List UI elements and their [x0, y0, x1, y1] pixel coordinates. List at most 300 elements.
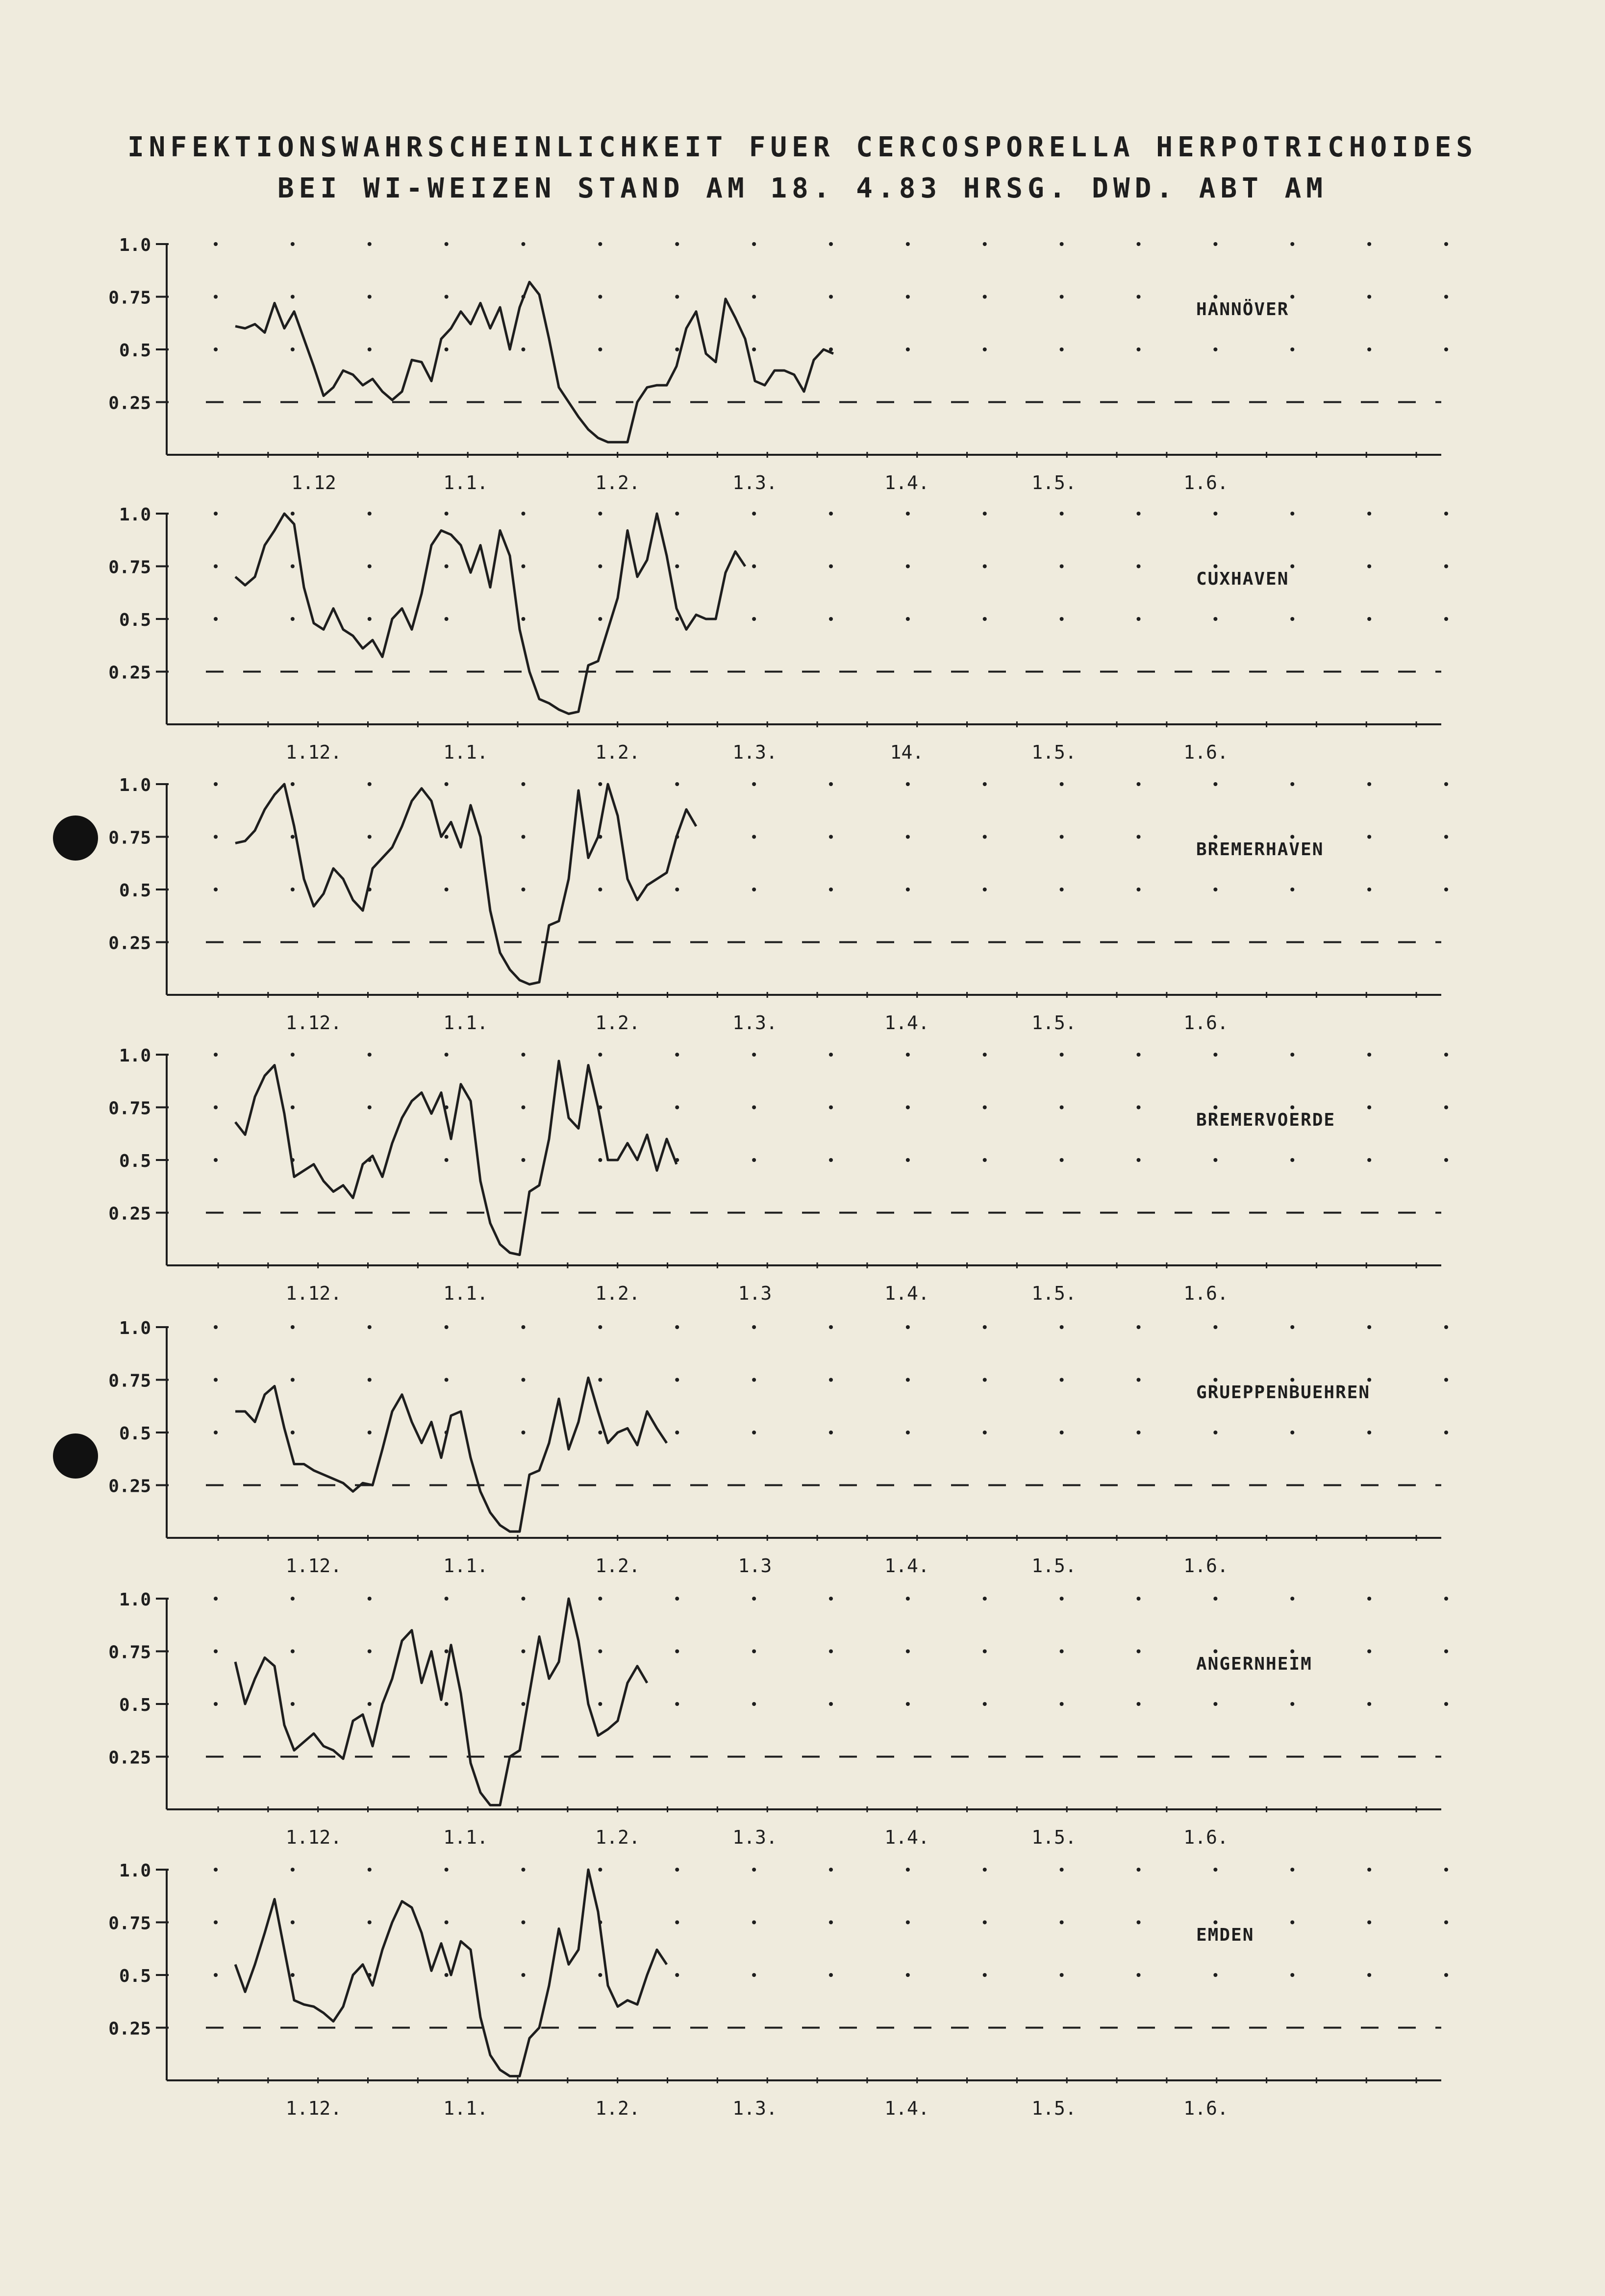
grid-dot: [829, 512, 833, 516]
x-tick-label: 1.4.: [884, 1555, 929, 1577]
grid-dot: [983, 782, 987, 786]
grid-dot: [598, 1158, 602, 1162]
grid-dot: [598, 617, 602, 621]
grid-dot: [1290, 565, 1294, 568]
series-line: [235, 1378, 667, 1531]
grid-dot: [1137, 295, 1141, 299]
grid-dot: [368, 1325, 372, 1329]
x-tick-label: 1.1.: [443, 1555, 488, 1577]
grid-dot: [1444, 565, 1448, 568]
grid-dot: [368, 347, 372, 351]
x-tick-label: 1.5.: [1031, 1827, 1077, 1848]
x-tick-label: 1.5.: [1031, 1012, 1077, 1034]
grid-dot: [906, 1597, 910, 1601]
grid-dot: [906, 512, 910, 516]
grid-dot: [291, 1868, 295, 1872]
grid-dot: [675, 242, 679, 246]
grid-dot: [1137, 1158, 1141, 1162]
x-tick-label: 1.2.: [595, 1827, 640, 1848]
grid-dot: [1213, 1053, 1217, 1057]
grid-dot: [291, 295, 295, 299]
grid-dot: [675, 782, 679, 786]
grid-dot: [906, 1325, 910, 1329]
grid-dot: [1367, 1431, 1371, 1434]
grid-dot: [1444, 1106, 1448, 1110]
x-tick-label: 1.1.: [443, 1283, 488, 1304]
grid-dot: [1367, 565, 1371, 568]
grid-dot: [214, 782, 218, 786]
grid-dot: [906, 295, 910, 299]
grid-dot: [522, 1325, 526, 1329]
x-tick-label: 1.6.: [1183, 2098, 1229, 2119]
grid-dot: [1213, 617, 1217, 621]
grid-dot: [368, 1597, 372, 1601]
grid-dot: [675, 1597, 679, 1601]
x-tick-label: 1.5.: [1031, 1555, 1077, 1577]
y-tick-label: 1.0: [119, 775, 151, 795]
grid-dot: [445, 565, 449, 568]
grid-dot: [906, 1431, 910, 1434]
grid-dot: [983, 242, 987, 246]
x-tick-label: 1.5.: [1031, 741, 1077, 763]
grid-dot: [983, 1431, 987, 1434]
grid-dot: [752, 1973, 756, 1977]
y-tick-label: 0.75: [108, 288, 151, 308]
grid-dot: [1367, 1702, 1371, 1706]
grid-dot: [675, 888, 679, 891]
grid-dot: [983, 1378, 987, 1382]
grid-dot: [1444, 242, 1448, 246]
grid-dot: [1060, 512, 1064, 516]
grid-dot: [1213, 347, 1217, 351]
station-label: HANNÖVER: [1196, 299, 1289, 320]
grid-dot: [1213, 835, 1217, 839]
grid-dot: [1444, 1378, 1448, 1382]
y-tick-label: 0.5: [119, 341, 151, 361]
grid-dot: [291, 835, 295, 839]
grid-dot: [1367, 782, 1371, 786]
series-line: [235, 282, 833, 442]
grid-dot: [1137, 1868, 1141, 1872]
grid-dot: [1290, 512, 1294, 516]
x-tick-label: 1.12.: [285, 1827, 342, 1848]
grid-dot: [1367, 1973, 1371, 1977]
grid-dot: [1444, 1053, 1448, 1057]
grid-dot: [1290, 1106, 1294, 1110]
series-line: [235, 514, 745, 714]
grid-dot: [906, 782, 910, 786]
grid-dot: [1060, 1868, 1064, 1872]
grid-dot: [368, 1378, 372, 1382]
station-label: CUXHAVEN: [1196, 569, 1289, 589]
grid-dot: [1060, 242, 1064, 246]
grid-dot: [675, 1702, 679, 1706]
grid-dot: [1290, 242, 1294, 246]
grid-dot: [291, 1650, 295, 1654]
station-label: GRUEPPENBUEHREN: [1196, 1383, 1371, 1403]
grid-dot: [214, 242, 218, 246]
y-tick-label: 0.25: [108, 1204, 151, 1224]
y-tick-label: 0.75: [108, 1642, 151, 1663]
grid-dot: [445, 1053, 449, 1057]
grid-dot: [445, 1868, 449, 1872]
grid-dot: [1444, 1431, 1448, 1434]
grid-dot: [522, 1868, 526, 1872]
grid-dot: [1060, 1973, 1064, 1977]
grid-dot: [1137, 512, 1141, 516]
grid-dot: [829, 242, 833, 246]
grid-dot: [522, 1973, 526, 1977]
grid-dot: [1290, 1325, 1294, 1329]
grid-dot: [368, 1053, 372, 1057]
grid-dot: [906, 617, 910, 621]
station-label: BREMERHAVEN: [1196, 839, 1324, 860]
grid-dot: [1213, 295, 1217, 299]
grid-dot: [1060, 1378, 1064, 1382]
grid-dot: [983, 888, 987, 891]
grid-dot: [752, 1868, 756, 1872]
grid-dot: [906, 242, 910, 246]
y-tick-label: 0.5: [119, 1424, 151, 1444]
grid-dot: [291, 888, 295, 891]
grid-dot: [214, 1325, 218, 1329]
grid-dot: [445, 782, 449, 786]
grid-dot: [675, 617, 679, 621]
grid-dot: [1137, 1650, 1141, 1654]
grid-dot: [291, 1053, 295, 1057]
grid-dot: [1444, 1868, 1448, 1872]
grid-dot: [983, 1702, 987, 1706]
grid-dot: [1060, 1106, 1064, 1110]
grid-dot: [522, 1053, 526, 1057]
grid-dot: [752, 347, 756, 351]
grid-dot: [906, 347, 910, 351]
y-tick-label: 1.0: [119, 235, 151, 255]
station-label: ANGERNHEIM: [1196, 1654, 1312, 1674]
grid-dot: [1060, 782, 1064, 786]
grid-dot: [598, 1973, 602, 1977]
grid-dot: [752, 1650, 756, 1654]
chart-panel-4: [108, 1046, 1448, 1304]
grid-dot: [214, 1378, 218, 1382]
grid-dot: [1137, 565, 1141, 568]
grid-dot: [1060, 1597, 1064, 1601]
grid-dot: [829, 565, 833, 568]
y-tick-label: 0.75: [108, 1913, 151, 1934]
grid-dot: [906, 1921, 910, 1925]
grid-dot: [1290, 835, 1294, 839]
grid-dot: [1137, 1973, 1141, 1977]
grid-dot: [291, 782, 295, 786]
grid-dot: [214, 1650, 218, 1654]
grid-dot: [829, 1053, 833, 1057]
grid-dot: [368, 617, 372, 621]
x-tick-label: 1.2.: [595, 1012, 640, 1034]
grid-dot: [906, 888, 910, 891]
grid-dot: [1444, 1973, 1448, 1977]
x-tick-label: 1.3: [738, 1283, 772, 1304]
x-tick-label: 1.6.: [1183, 1283, 1229, 1304]
grid-dot: [983, 1868, 987, 1872]
x-tick-label: 1.4.: [884, 1283, 929, 1304]
grid-dot: [983, 1650, 987, 1654]
grid-dot: [906, 835, 910, 839]
grid-dot: [368, 1650, 372, 1654]
grid-dot: [675, 1973, 679, 1977]
grid-dot: [752, 1378, 756, 1382]
grid-dot: [368, 295, 372, 299]
y-tick-label: 0.5: [119, 1695, 151, 1715]
x-tick-label: 1.4.: [884, 1827, 929, 1848]
grid-dot: [291, 1431, 295, 1434]
grid-dot: [752, 617, 756, 621]
grid-dot: [1367, 1053, 1371, 1057]
grid-dot: [291, 1106, 295, 1110]
grid-dot: [1137, 835, 1141, 839]
grid-dot: [829, 1597, 833, 1601]
grid-dot: [1137, 782, 1141, 786]
grid-dot: [1137, 1702, 1141, 1706]
grid-dot: [214, 1158, 218, 1162]
grid-dot: [983, 512, 987, 516]
grid-dot: [906, 565, 910, 568]
grid-dot: [1137, 242, 1141, 246]
grid-dot: [829, 617, 833, 621]
grid-dot: [829, 1868, 833, 1872]
grid-dot: [214, 1053, 218, 1057]
grid-dot: [522, 565, 526, 568]
grid-dot: [752, 1106, 756, 1110]
grid-dot: [445, 1702, 449, 1706]
grid-dot: [1213, 888, 1217, 891]
x-tick-label: 1.2.: [595, 741, 640, 763]
grid-dot: [829, 1378, 833, 1382]
x-tick-label: 1.3.: [732, 741, 777, 763]
grid-dot: [675, 512, 679, 516]
grid-dot: [1060, 1325, 1064, 1329]
grid-dot: [675, 1431, 679, 1434]
grid-dot: [906, 1106, 910, 1110]
grid-dot: [1213, 1702, 1217, 1706]
grid-dot: [522, 242, 526, 246]
grid-dot: [906, 1702, 910, 1706]
grid-dot: [983, 1973, 987, 1977]
y-tick-label: 0.5: [119, 1966, 151, 1986]
grid-dot: [522, 347, 526, 351]
grid-dot: [1444, 617, 1448, 621]
grid-dot: [1444, 1158, 1448, 1162]
grid-dot: [291, 1973, 295, 1977]
grid-dot: [1060, 835, 1064, 839]
grid-dot: [829, 835, 833, 839]
y-tick-label: 0.75: [108, 828, 151, 848]
grid-dot: [1137, 1597, 1141, 1601]
grid-dot: [1367, 1868, 1371, 1872]
grid-dot: [291, 1921, 295, 1925]
grid-dot: [829, 1921, 833, 1925]
grid-dot: [752, 1431, 756, 1434]
grid-dot: [1213, 1106, 1217, 1110]
grid-dot: [1367, 1106, 1371, 1110]
x-tick-label: 1.3.: [732, 2098, 777, 2119]
y-tick-label: 0.75: [108, 1371, 151, 1391]
grid-dot: [829, 888, 833, 891]
grid-dot: [1290, 1378, 1294, 1382]
grid-dot: [522, 617, 526, 621]
grid-dot: [752, 835, 756, 839]
y-tick-label: 0.25: [108, 1476, 151, 1497]
grid-dot: [675, 1106, 679, 1110]
grid-dot: [1060, 1650, 1064, 1654]
grid-dot: [598, 1325, 602, 1329]
x-tick-label: 1.3.: [732, 472, 777, 494]
y-tick-label: 0.25: [108, 393, 151, 414]
x-tick-label: 1.6.: [1183, 1555, 1229, 1577]
grid-dot: [983, 1158, 987, 1162]
y-tick-label: 1.0: [119, 1318, 151, 1338]
grid-dot: [598, 1868, 602, 1872]
grid-dot: [598, 1597, 602, 1601]
grid-dot: [1137, 1431, 1141, 1434]
x-tick-label: 1.6.: [1183, 1012, 1229, 1034]
grid-dot: [675, 1053, 679, 1057]
grid-dot: [522, 512, 526, 516]
grid-dot: [906, 1053, 910, 1057]
grid-dot: [1444, 888, 1448, 891]
y-tick-label: 0.25: [108, 933, 151, 954]
x-tick-label: 1.4.: [884, 472, 929, 494]
grid-dot: [522, 1597, 526, 1601]
x-tick-label: 1.5.: [1031, 1283, 1077, 1304]
grid-dot: [752, 1325, 756, 1329]
series-line: [235, 1870, 667, 2076]
grid-dot: [983, 1597, 987, 1601]
grid-dot: [1213, 1378, 1217, 1382]
y-tick-label: 1.0: [119, 505, 151, 525]
grid-dot: [445, 242, 449, 246]
grid-dot: [214, 1106, 218, 1110]
grid-dot: [214, 1597, 218, 1601]
grid-dot: [598, 1431, 602, 1434]
x-tick-label: 1.6.: [1183, 1827, 1229, 1848]
x-tick-label: 1.1.: [443, 741, 488, 763]
grid-dot: [675, 1325, 679, 1329]
grid-dot: [522, 1702, 526, 1706]
grid-dot: [752, 565, 756, 568]
grid-dot: [752, 295, 756, 299]
grid-dot: [1290, 1597, 1294, 1601]
grid-dot: [291, 565, 295, 568]
grid-dot: [1444, 782, 1448, 786]
grid-dot: [1290, 1973, 1294, 1977]
grid-dot: [1137, 617, 1141, 621]
grid-dot: [906, 1378, 910, 1382]
grid-dot: [1213, 782, 1217, 786]
grid-dot: [1290, 1431, 1294, 1434]
grid-dot: [214, 1431, 218, 1434]
grid-dot: [752, 782, 756, 786]
grid-dot: [1060, 347, 1064, 351]
grid-dot: [1290, 1053, 1294, 1057]
series-line: [235, 784, 696, 985]
x-tick-label: 1.2.: [595, 1555, 640, 1577]
x-tick-label: 1.2.: [595, 472, 640, 494]
x-tick-label: 1.12.: [285, 1555, 342, 1577]
grid-dot: [1060, 1053, 1064, 1057]
grid-dot: [752, 1702, 756, 1706]
grid-dot: [1137, 1053, 1141, 1057]
grid-dot: [983, 1325, 987, 1329]
chart-panel-2: [108, 505, 1448, 763]
x-tick-label: 1.12.: [285, 2098, 342, 2119]
grid-dot: [675, 347, 679, 351]
y-tick-label: 0.5: [119, 610, 151, 630]
grid-dot: [1444, 1702, 1448, 1706]
grid-dot: [1060, 617, 1064, 621]
grid-dot: [983, 295, 987, 299]
grid-dot: [906, 1158, 910, 1162]
grid-dot: [1444, 1597, 1448, 1601]
grid-dot: [675, 565, 679, 568]
grid-dot: [368, 512, 372, 516]
x-tick-label: 1.1.: [443, 1012, 488, 1034]
x-tick-label: 14.: [890, 741, 924, 763]
grid-dot: [1213, 512, 1217, 516]
x-tick-label: 1.12: [291, 472, 336, 494]
grid-dot: [983, 1106, 987, 1110]
grid-dot: [1213, 1158, 1217, 1162]
grid-dot: [1367, 512, 1371, 516]
grid-dot: [1060, 1921, 1064, 1925]
grid-dot: [445, 1378, 449, 1382]
grid-dot: [1213, 1325, 1217, 1329]
grid-dot: [522, 782, 526, 786]
grid-dot: [752, 512, 756, 516]
x-tick-label: 1.12.: [285, 1283, 342, 1304]
chart-panel-3: [108, 775, 1448, 1034]
grid-dot: [675, 295, 679, 299]
grid-dot: [1444, 347, 1448, 351]
chart-panel-5: [108, 1318, 1448, 1577]
grid-dot: [829, 1158, 833, 1162]
grid-dot: [291, 617, 295, 621]
grid-dot: [445, 888, 449, 891]
grid-dot: [522, 1431, 526, 1434]
grid-dot: [214, 1702, 218, 1706]
grid-dot: [829, 1106, 833, 1110]
x-tick-label: 1.6.: [1183, 741, 1229, 763]
grid-dot: [522, 1158, 526, 1162]
y-tick-label: 1.0: [119, 1861, 151, 1881]
grid-dot: [1060, 295, 1064, 299]
grid-dot: [983, 565, 987, 568]
grid-dot: [1137, 1325, 1141, 1329]
grid-dot: [214, 347, 218, 351]
grid-dot: [829, 1973, 833, 1977]
grid-dot: [1290, 1921, 1294, 1925]
grid-dot: [752, 1597, 756, 1601]
grid-dot: [752, 1921, 756, 1925]
grid-dot: [1060, 1158, 1064, 1162]
grid-dot: [522, 835, 526, 839]
y-tick-label: 0.25: [108, 663, 151, 683]
grid-dot: [598, 295, 602, 299]
grid-dot: [675, 1650, 679, 1654]
grid-dot: [1290, 1868, 1294, 1872]
grid-dot: [1290, 888, 1294, 891]
chart-panel-6: [108, 1590, 1448, 1848]
grid-dot: [445, 1921, 449, 1925]
